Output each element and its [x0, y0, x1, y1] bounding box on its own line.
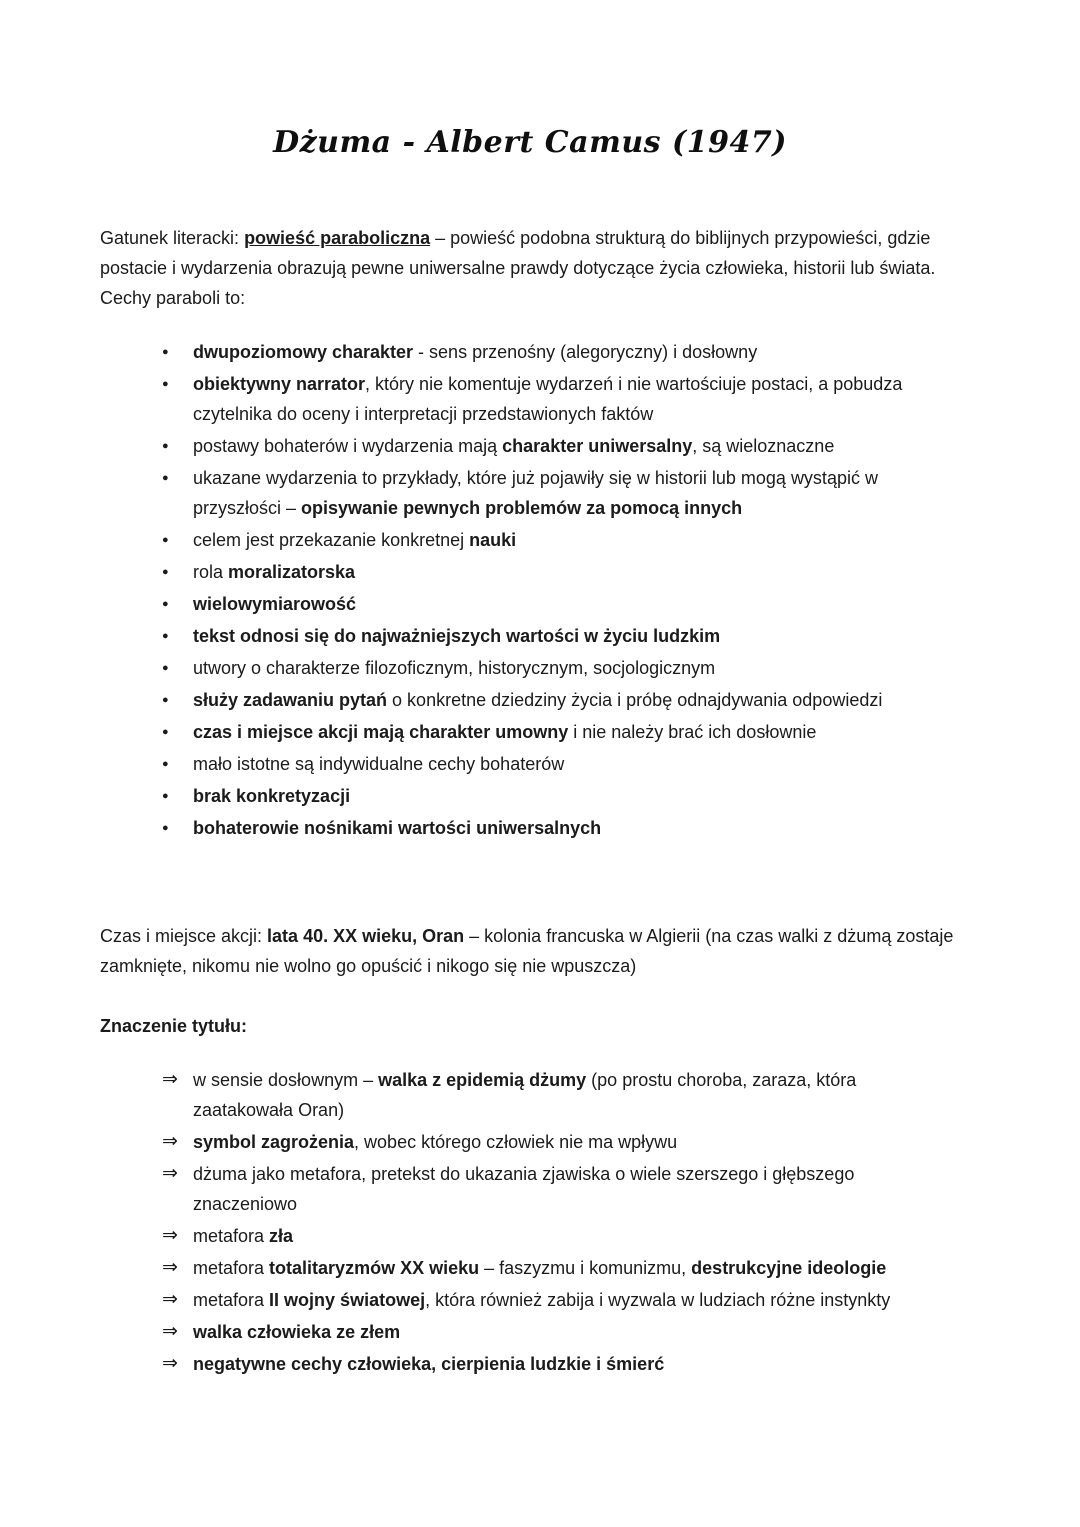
bullet-icon: ●	[162, 378, 169, 390]
list-item-text	[193, 1317, 960, 1347]
text-segment: - sens przenośny (alegoryczny) i dosłowny	[413, 342, 758, 362]
bullet-icon: ●	[162, 472, 169, 484]
bullet-icon: ●	[162, 662, 169, 674]
list-item-text	[193, 1349, 960, 1379]
text-segment: i nie należy brać ich dosłownie	[568, 722, 817, 742]
text-segment: – powieść podobna strukturą do biblijnych przypowieści, gdzie postacie i wydarzenia obrazują pewne uniwersalne prawdy dotyczące życia człowieka, historii lub świata. Cechy paraboli to:	[100, 228, 936, 308]
bullet-icon: ●	[162, 694, 169, 706]
list-item-text	[193, 813, 960, 843]
text-segment: Gatunek literacki:	[100, 228, 245, 248]
arrow-icon: ⇒	[162, 1289, 178, 1310]
list-item	[100, 1127, 960, 1157]
list-item-text	[193, 1253, 960, 1283]
list-item	[100, 1159, 960, 1219]
text-segment: metafora	[193, 1226, 270, 1246]
list-item	[100, 813, 960, 843]
text-segment: , który nie komentuje wydarzeń i nie wartościuje postaci, a pobudza czytelnika do oceny i interpretacji przedstawionych faktów	[193, 374, 903, 424]
list-item	[100, 749, 960, 779]
text-segment: wielowymiarowość	[193, 594, 357, 614]
text-segment: celem jest przekazanie konkretnej	[193, 530, 470, 550]
text-segment: – kolonia francuska w Algierii (na czas walki z dżumą zostaje zamknięte, nikomu nie wolno go opuścić i nikogo się nie wpuszcza)	[100, 926, 954, 976]
text-segment: metafora	[193, 1290, 270, 1310]
text-segment: II wojny światowej	[269, 1290, 426, 1310]
list-item-text	[193, 653, 960, 683]
arrow-icon: ⇒	[162, 1131, 178, 1152]
list-item	[100, 337, 960, 367]
text-segment: , są wieloznaczne	[692, 436, 835, 456]
text-segment: utwory o charakterze filozoficznym, historycznym, socjologicznym	[193, 658, 716, 678]
list-item	[100, 525, 960, 555]
list-item	[100, 1317, 960, 1347]
text-segment: walka z epidemią dżumy	[378, 1070, 587, 1090]
list-item	[100, 589, 960, 619]
text-segment: mało istotne są indywidualne cechy bohaterów	[193, 754, 565, 774]
list-item	[100, 653, 960, 683]
text-segment: Czas i miejsce akcji:	[100, 926, 268, 946]
text-segment: metafora	[193, 1258, 270, 1278]
list-item-text	[193, 557, 960, 587]
text-segment: rola	[193, 562, 229, 582]
list-item-text	[193, 1065, 960, 1125]
text-segment: negatywne cechy człowieka, cierpienia ludzkie i śmierć	[193, 1354, 665, 1374]
list-item-text	[193, 1127, 960, 1157]
title-meaning-heading	[100, 1011, 960, 1041]
list-item-text	[193, 431, 960, 461]
bullet-icon: ●	[162, 346, 169, 358]
list-item	[100, 1221, 960, 1251]
list-item	[100, 621, 960, 651]
parabola-features-list	[100, 337, 960, 843]
text-segment: lata 40. XX wieku, Oran	[267, 926, 465, 946]
list-item-text	[193, 525, 960, 555]
text-segment: charakter uniwersalny	[502, 436, 693, 456]
text-segment: moralizatorska	[228, 562, 356, 582]
text-segment: bohaterowie nośnikami wartości uniwersalnych	[193, 818, 602, 838]
text-segment: totalitaryzmów XX wieku	[269, 1258, 480, 1278]
bullet-icon: ●	[162, 440, 169, 452]
list-item-text	[193, 749, 960, 779]
bullet-icon: ●	[162, 758, 169, 770]
text-segment: symbol zagrożenia	[193, 1132, 355, 1152]
text-segment: walka człowieka ze złem	[193, 1322, 401, 1342]
text-segment: (po prostu choroba, zaraza, która zaatakowała Oran)	[193, 1070, 857, 1120]
text-segment: obiektywny narrator	[193, 374, 366, 394]
text-segment: powieść paraboliczna	[244, 228, 431, 248]
list-item	[100, 1285, 960, 1315]
bullet-icon: ●	[162, 790, 169, 802]
arrow-icon: ⇒	[162, 1321, 178, 1342]
list-item-text	[193, 1285, 960, 1315]
arrow-icon: ⇒	[162, 1069, 178, 1090]
text-segment: o konkretne dziedziny życia i próbę odnajdywania odpowiedzi	[387, 690, 883, 710]
text-segment: , wobec którego człowiek nie ma wpływu	[354, 1132, 678, 1152]
text-segment: postawy bohaterów i wydarzenia mają	[193, 436, 503, 456]
list-item-text	[193, 589, 960, 619]
bullet-icon: ●	[162, 566, 169, 578]
list-item	[100, 685, 960, 715]
list-item-text	[193, 1221, 960, 1251]
genre-paragraph	[100, 223, 960, 313]
text-segment: , która również zabija i wyzwala w ludziach różne instynkty	[425, 1290, 891, 1310]
text-segment: tekst odnosi się do najważniejszych wartości w życiu ludzkim	[193, 626, 721, 646]
list-item-text	[193, 781, 960, 811]
text-segment: – faszyzmu i komunizmu,	[479, 1258, 692, 1278]
list-item	[100, 369, 960, 429]
text-segment: zła	[269, 1226, 294, 1246]
arrow-icon: ⇒	[162, 1257, 178, 1278]
arrow-icon: ⇒	[162, 1163, 178, 1184]
text-segment: brak konkretyzacji	[193, 786, 351, 806]
time-place-paragraph	[100, 921, 960, 981]
text-segment: ukazane wydarzenia to przykłady, które już pojawiły się w historii lub mogą wystąpić w przyszłości –	[193, 468, 878, 518]
list-item-text	[193, 1159, 960, 1219]
bullet-icon: ●	[162, 726, 169, 738]
title-meaning-list	[100, 1065, 960, 1379]
list-item	[100, 781, 960, 811]
arrow-icon: ⇒	[162, 1225, 178, 1246]
text-segment: nauki	[469, 530, 517, 550]
text-segment: w sensie dosłownym –	[193, 1070, 379, 1090]
list-item-text	[193, 369, 960, 429]
bullet-icon: ●	[162, 598, 169, 610]
text-segment: służy zadawaniu pytań	[193, 690, 388, 710]
arrow-icon: ⇒	[162, 1353, 178, 1374]
text-segment: dżuma jako metafora, pretekst do ukazania zjawiska o wiele szerszego i głębszego znaczeniowo	[193, 1164, 855, 1214]
text-segment: opisywanie pewnych problemów za pomocą innych	[301, 498, 743, 518]
list-item	[100, 1253, 960, 1283]
list-item	[100, 1065, 960, 1125]
text-segment: dwupoziomowy charakter	[193, 342, 414, 362]
list-item	[100, 557, 960, 587]
list-item	[100, 717, 960, 747]
document-title: Dżuma - Albert Camus (1947)	[273, 125, 787, 160]
text-segment: Znaczenie tytułu:	[100, 1016, 248, 1036]
bullet-icon: ●	[162, 630, 169, 642]
list-item	[100, 431, 960, 461]
bullet-icon: ●	[162, 822, 169, 834]
list-item-text	[193, 717, 960, 747]
bullet-icon: ●	[162, 534, 169, 546]
list-item	[100, 463, 960, 523]
text-segment: destrukcyjne ideologie	[691, 1258, 887, 1278]
list-item-text	[193, 685, 960, 715]
list-item-text	[193, 621, 960, 651]
list-item-text	[193, 337, 960, 367]
list-item	[100, 1349, 960, 1379]
text-segment: czas i miejsce akcji mają charakter umowny	[193, 722, 569, 742]
list-item-text	[193, 463, 960, 523]
